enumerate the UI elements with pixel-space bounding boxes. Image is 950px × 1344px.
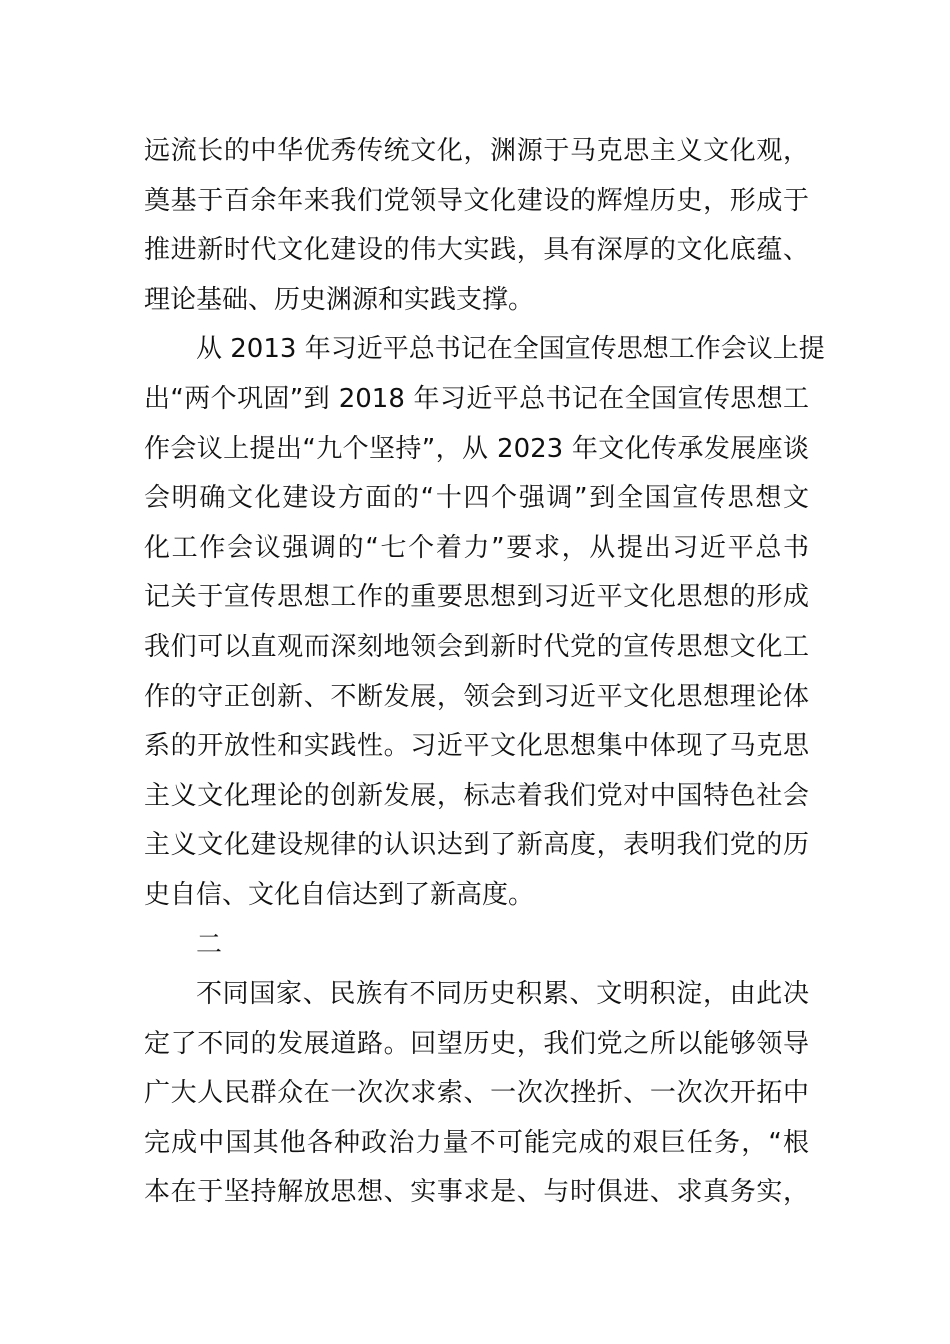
- text-line: 从 2013 年习近平总书记在全国宣传思想工作会议上提: [196, 334, 825, 365]
- text-line: 理论基础、历史渊源和实践支撑。: [144, 284, 535, 315]
- section-number: 二: [196, 929, 223, 960]
- text-line: 我们可以直观而深刻地领会到新时代党的宣传思想文化工: [144, 631, 809, 662]
- text-line: 出“两个巩固”到 2018 年习近平总书记在全国宣传思想工: [144, 383, 809, 414]
- text-line: 作的守正创新、不断发展，领会到习近平文化思想理论体: [144, 681, 809, 712]
- text-line: 不同国家、民族有不同历史积累、文明积淀，由此决: [196, 979, 809, 1010]
- paragraph: [144, 325, 825, 920]
- paragraph: [144, 970, 809, 1218]
- text-line: 完成中国其他各种政治力量不可能完成的艰巨任务，“根: [144, 1127, 809, 1158]
- text-line: 史自信、文化自信达到了新高度。: [144, 879, 535, 910]
- text-line: 定了不同的发展道路。回望历史，我们党之所以能够领导: [144, 1028, 809, 1059]
- text-line: 系的开放性和实践性。习近平文化思想集中体现了马克思: [144, 731, 809, 762]
- text-line: 本在于坚持解放思想、实事求是、与时俱进、求真务实，: [144, 1177, 809, 1208]
- paragraph: [144, 127, 809, 325]
- section-heading: [144, 921, 809, 971]
- text-line: 推进新时代文化建设的伟大实践，具有深厚的文化底蕴、: [144, 235, 809, 266]
- text-line: 奠基于百余年来我们党领导文化建设的辉煌历史，形成于: [144, 185, 809, 216]
- document-body: [144, 127, 825, 1218]
- text-line: 主义文化建设规律的认识达到了新高度，表明我们党的历: [144, 830, 809, 861]
- text-line: 广大人民群众在一次次求索、一次次挫折、一次次开拓中: [144, 1078, 809, 1109]
- text-line: 作会议上提出“九个坚持”，从 2023 年文化传承发展座谈: [144, 433, 809, 464]
- text-line: 会明确文化建设方面的“十四个强调”到全国宣传思想文: [144, 483, 809, 514]
- text-line: 化工作会议强调的“七个着力”要求，从提出习近平总书: [144, 532, 809, 563]
- text-line: 主义文化理论的创新发展，标志着我们党对中国特色社会: [144, 780, 809, 811]
- text-line: 远流长的中华优秀传统文化，渊源于马克思主义文化观，: [144, 136, 809, 166]
- text-line: 记关于宣传思想工作的重要思想到习近平文化思想的形成: [144, 582, 809, 613]
